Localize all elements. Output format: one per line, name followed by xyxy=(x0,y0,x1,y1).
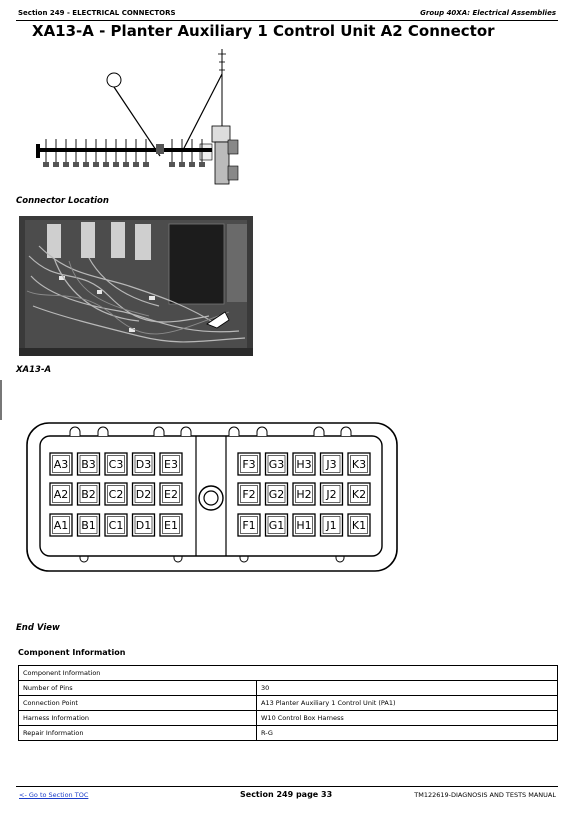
pin-label-c1: C1 xyxy=(108,519,124,532)
pin-label-a3: A3 xyxy=(53,458,69,471)
pin-label-j3: J3 xyxy=(326,458,337,471)
go-to-section-toc-link[interactable]: <- Go to Section TOC xyxy=(19,791,89,799)
pin-label-c2: C2 xyxy=(108,488,124,501)
connector-location-photo xyxy=(19,216,253,356)
pin-label-d3: D3 xyxy=(135,458,152,471)
connector-end-view xyxy=(26,420,398,572)
connector-location-caption: Connector Location xyxy=(16,196,109,206)
pin-label-e1: E1 xyxy=(164,519,178,532)
pin-label-g1: G1 xyxy=(268,519,285,532)
table-header: Component Information xyxy=(19,666,558,681)
row-label: Repair Information xyxy=(19,726,257,741)
pin-label-g2: G2 xyxy=(268,488,285,501)
planter-location-diagram xyxy=(32,44,252,194)
end-view-caption: End View xyxy=(16,623,60,633)
pin-label-d1: D1 xyxy=(135,519,152,532)
footer-page-number: Section 249 page 33 xyxy=(240,790,333,799)
xa13-caption: XA13-A xyxy=(16,365,52,375)
pin-label-g3: G3 xyxy=(268,458,285,471)
pin-label-j1: J1 xyxy=(326,519,337,532)
component-info-heading: Component Information xyxy=(18,648,126,657)
table-row xyxy=(19,681,558,696)
pin-label-b2: B2 xyxy=(81,488,96,501)
pin-label-e3: E3 xyxy=(164,458,178,471)
pin-label-d2: D2 xyxy=(135,488,152,501)
pin-label-f2: F2 xyxy=(242,488,256,501)
row-label: Connection Point xyxy=(19,696,257,711)
pin-label-h1: H1 xyxy=(296,519,312,532)
row-label: Number of Pins xyxy=(19,681,257,696)
table-row xyxy=(19,696,558,711)
pin-label-k3: K3 xyxy=(351,458,367,471)
pin-label-k2: K2 xyxy=(351,488,367,501)
row-value: A13 Planter Auxiliary 1 Control Unit (PA1) xyxy=(257,696,558,711)
row-label: Harness Information xyxy=(19,711,257,726)
pin-label-a1: A1 xyxy=(53,519,69,532)
table-row xyxy=(19,726,558,741)
table-row xyxy=(19,711,558,726)
header-group: Group 40XA: Electrical Assemblies xyxy=(420,9,556,17)
pin-label-f1: F1 xyxy=(242,519,256,532)
pin-label-k1: K1 xyxy=(351,519,367,532)
page-edge-mark xyxy=(0,380,2,420)
row-value: W10 Control Box Harness xyxy=(257,711,558,726)
pin-label-h3: H3 xyxy=(296,458,312,471)
pin-label-b3: B3 xyxy=(81,458,96,471)
header-section: Section 249 - ELECTRICAL CONNECTORS xyxy=(18,9,176,17)
component-info-table xyxy=(18,665,558,741)
page-title: XA13-A - Planter Auxiliary 1 Control Unit A2 Connector xyxy=(32,22,495,40)
pin-label-j2: J2 xyxy=(326,488,337,501)
row-value: 30 xyxy=(257,681,558,696)
table-header-row xyxy=(19,666,558,681)
pin-label-b1: B1 xyxy=(81,519,96,532)
header-rule xyxy=(16,20,558,21)
pin-label-f3: F3 xyxy=(242,458,256,471)
pin-label-a2: A2 xyxy=(53,488,69,501)
footer-manual-id: TM122619-DIAGNOSIS AND TESTS MANUAL xyxy=(414,791,556,799)
row-value: R-G xyxy=(257,726,558,741)
footer-rule xyxy=(16,786,558,787)
pin-label-e2: E2 xyxy=(164,488,178,501)
pin-label-h2: H2 xyxy=(296,488,312,501)
pin-label-c3: C3 xyxy=(108,458,124,471)
